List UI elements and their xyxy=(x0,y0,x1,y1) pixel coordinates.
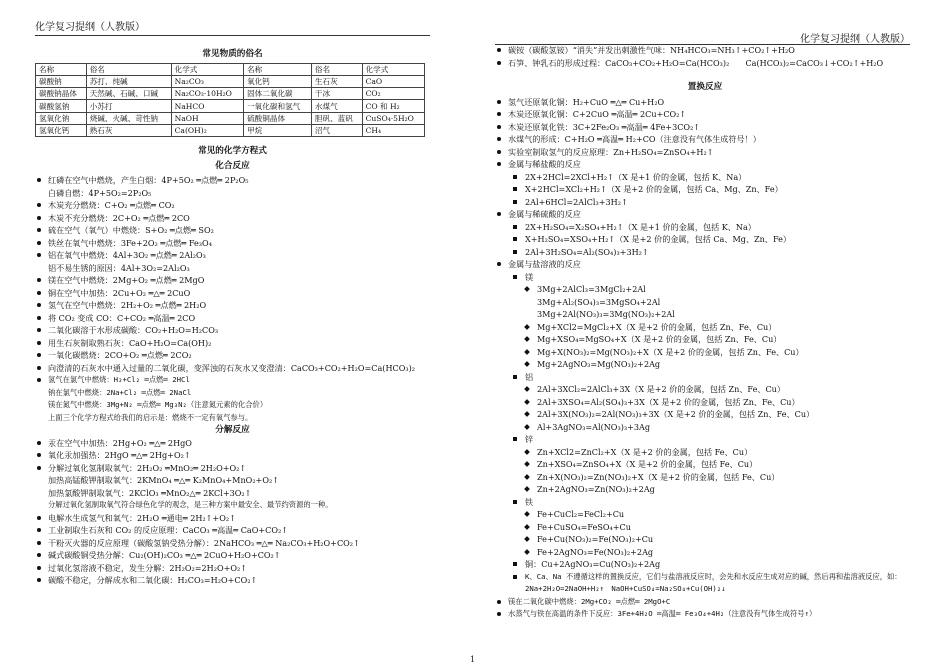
equation-line: Zn+XSO₄=ZnSO₄+X（X 是+2 价的金属，包括 Fe、Cu） xyxy=(495,458,915,471)
right-top-list xyxy=(495,44,915,69)
equation-line: 2Al+3X(NO₃)₂=2Al(NO₃)₃+3X（X 是+2 价的金属，包括 Zn、Fe、Cu） xyxy=(495,408,915,421)
equation-line: 将 CO₂ 变成 CO：C+CO₂ ═高温═ 2CO xyxy=(35,312,430,325)
equation-line: 木炭还原氧化铜：C+2CuO ═高温═ 2Cu+CO₂↑ xyxy=(495,108,915,121)
equation-line: 铜在空气中加热：2Cu+O₂ ═△═ 2CuO xyxy=(35,287,430,300)
combination-list xyxy=(35,174,430,424)
equation-line: 铜：Cu+2AgNO₃=Cu(NO₃)₂+2Ag xyxy=(495,558,915,571)
equation-line: Fe+CuCl₂=FeCl₂+Cu xyxy=(495,508,915,521)
equation-line: 铝 xyxy=(495,371,915,384)
table-cell: 胆矾、蓝矾 xyxy=(311,112,362,124)
equation-line: 3Mg+2AlCl₃=3MgCl₂+2Al xyxy=(495,283,915,296)
equation-line: 铝不易生锈的原因：4Al+3O₂=2Al₂O₃ xyxy=(48,262,190,273)
equation-line: 氢气在氯气中燃烧：H₂+Cl₂ ═点燃═ 2HCl xyxy=(35,374,430,387)
equation-line: 用生石灰制取熟石灰：CaO+H₂O=Ca(OH)₂ xyxy=(35,337,430,350)
equation-line: 硫在空气（氧气）中燃烧：S+O₂ ═点燃═ SO₂ xyxy=(35,224,430,237)
table-cell: 氧化钙 xyxy=(244,75,312,87)
table-cell: 俗名 xyxy=(86,63,171,75)
equation-line: 电解水生成氢气和氧气：2H₂O ═通电═ 2H₂↑+O₂↑ xyxy=(35,512,430,525)
table-cell: 固体二氧化碳 xyxy=(244,88,312,100)
table-cell: 碳酸钠 xyxy=(36,75,87,87)
equation-line: 水蒸气与铁在高温的条件下反应：3Fe+4H₂O ═高温═ Fe₃O₄+4H₂（注意没有气体生成符号↑） xyxy=(495,608,915,621)
equation-line: 镁在氮气中燃烧：3Mg+N₂ ═点燃═ Mg₃N₂（注意氮元素的化合价） xyxy=(48,400,268,410)
equation-line: 实验室制取氢气的反应原理：Zn+H₂SO₄=ZnSO₄+H₂↑ xyxy=(495,146,915,159)
table-cell: 生石灰 xyxy=(311,75,362,87)
table-cell: Na₂CO₃·10H₂O xyxy=(171,88,243,100)
equation-line: Mg+2AgNO₃=Mg(NO₃)₂+2Ag xyxy=(495,358,915,371)
equation-line: X+H₂SO₄=XSO₄+H₂↑（X 是+2 价的金属，包括 Ca、Mg、Zn、Fe） xyxy=(495,233,915,246)
table-cell: 氢氧化钙 xyxy=(36,124,87,136)
equation-line: Mg+X(NO₃)₂=Mg(NO₃)₂+X（X 是+2 价的金属，包括 Zn、Fe、Cu） xyxy=(495,346,915,359)
equation-line: 金属与盐溶液的反应 xyxy=(495,258,915,271)
page-number: 1 xyxy=(470,655,476,664)
equation-line: K、Ca、Na 不遵循这样的置换反应，它们与盐溶液反应时，会先和水反应生成对应的碱，然后再和盐溶液反应，如： xyxy=(495,571,915,584)
equation-line: Al+3AgNO₃=Al(NO₃)₃+3Ag xyxy=(495,421,915,434)
table-cell: 名称 xyxy=(36,63,87,75)
equation-line: 氧化汞加强热：2HgO ═△═ 2Hg+O₂↑ xyxy=(35,449,430,462)
equation-line: Zn+2AgNO₃=Zn(NO₃)₂+2Ag xyxy=(495,483,915,496)
equation-line: 碳酸不稳定，分解成水和二氧化碳：H₂CO₃=H₂O+CO₂↑ xyxy=(35,574,430,587)
table-cell: 天然碱、石碱、口碱 xyxy=(86,88,171,100)
equation-line: 分解过氧化氢制取氧气：2H₂O₂ ═MnO₂═ 2H₂O+O₂↑ xyxy=(35,462,430,475)
equation-line: 2Al+3XSO₄=Al₂(SO₄)₃+3X（X 是+2 价的金属，包括 Zn、Fe、Cu） xyxy=(495,396,915,409)
table-cell: 俗名 xyxy=(311,63,362,75)
equation-line: 金属与稀硫酸的反应 xyxy=(495,208,915,221)
table-cell: 碳酸氢钠 xyxy=(36,100,87,112)
equation-line: 锌 xyxy=(495,433,915,446)
header-left: 化学复习提纲（人教版） xyxy=(35,22,145,33)
table-cell: CO 和 H₂ xyxy=(362,100,424,112)
equation-line: Fe+CuSO₄=FeSO₄+Cu xyxy=(495,521,915,534)
equation-line: 氢气在空气中燃烧：2H₂+O₂ ═点燃═ 2H₂O xyxy=(35,299,430,312)
table-cell: 化学式 xyxy=(362,63,424,75)
equation-line: 木炭充分燃烧：C+O₂ ═点燃═ CO₂ xyxy=(35,199,430,212)
table-cell: 氢氧化钠 xyxy=(36,112,87,124)
equation-line: 钠在氯气中燃烧：2Na+Cl₂ ═点燃═ 2NaCl xyxy=(48,387,192,397)
table-cell: Ca(OH)₂ xyxy=(171,124,243,136)
table-row xyxy=(36,75,425,87)
right-column xyxy=(495,44,915,621)
equation-line: 一氧化碳燃烧：2CO+O₂ ═点燃═ 2CO₂ xyxy=(35,349,430,362)
header-right: 化学复习提纲（人教版） xyxy=(800,34,910,45)
table-row xyxy=(36,88,425,100)
equation-line: Mg+XSO₄=MgSO₄+X（X 是+2 价的金属，包括 Zn、Fe、Cu） xyxy=(495,333,915,346)
table-cell: NaHCO xyxy=(171,100,243,112)
equation-line: 铁 xyxy=(495,496,915,509)
equation-line: 2Al+3H₂SO₄=Al₂(SO₄)₃+3H₂↑ xyxy=(495,246,915,259)
table-cell: 小苏打 xyxy=(86,100,171,112)
header-rule-left xyxy=(35,35,430,36)
equation-line: Mg+XCl2=MgCl₂+X（X 是+2 价的金属，包括 Zn、Fe、Cu） xyxy=(495,321,915,334)
equation-line: 碱式碳酸铜受热分解：Cu₂(OH)₂CO₃ ═△═ 2CuO+H₂O+CO₂↑ xyxy=(35,549,430,562)
equation-line: 碳铵（碳酸氢铵）“消失”并发出刺激性气味：NH₄HCO₃=NH₃↑+CO₂↑+H₂O xyxy=(495,44,915,57)
table-cell: 一氧化碳和氢气 xyxy=(244,100,312,112)
equation-line: 镁 xyxy=(495,271,915,284)
equation-line: X+2HCl=XCl₂+H₂↑（X 是+2 价的金属，包括 Ca、Mg、Zn、Fe） xyxy=(495,183,915,196)
equations-title: 常见的化学方程式 xyxy=(198,146,267,157)
equation-line: 木炭还原氧化铁：3C+2Fe₂O₃ ═高温═ 4Fe+3CO₂↑ xyxy=(495,121,915,134)
equation-line: 木炭不充分燃烧：2C+O₂ ═点燃═ 2CO xyxy=(35,212,430,225)
equation-line: Fe+2AgNO₃=Fe(NO₃)₂+2Ag xyxy=(495,546,915,559)
equation-line: 过氧化氢溶液不稳定，发生分解：2H₂O₂=2H₂O+O₂↑ xyxy=(35,562,430,575)
equation-line: 3Mg+2Al(NO₃)₃=3Mg(NO₃)₂+2Al xyxy=(537,309,675,319)
equation-line: 水煤气的形成：C+H₂O ═高温═ H₂+CO（注意没有气体生成符号！） xyxy=(495,133,915,146)
equation-line: 2X+2HCl=2XCl+H₂↑（X 是+1 价的金属，包括 K、Na） xyxy=(495,171,915,184)
equation-line: 2Al+3XCl₂=2AlCl₃+3X（X 是+2 价的金属，包括 Zn、Fe、Cu） xyxy=(495,383,915,396)
table-cell: 沼气 xyxy=(311,124,362,136)
equation-line: Zn+XCl2=ZnCl₂+X（X 是+2 价的金属，包括 Fe、Cu） xyxy=(495,446,915,459)
equation-line: 红磷在空气中燃烧，产生白烟：4P+5O₂ ═点燃═ 2P₂O₅ xyxy=(35,174,430,187)
table-row xyxy=(36,100,425,112)
equation-line: 2Al+6HCl=2AlCl₃+3H₂↑ xyxy=(495,196,915,209)
equation-line: 铝在氧气中燃烧：4Al+3O₂ ═点燃═ 2Al₂O₃ xyxy=(35,249,430,262)
combination-title: 化合反应 xyxy=(215,160,250,171)
table-title: 常见物质的俗名 xyxy=(202,49,263,59)
equation-line: 上面三个化学方程式给我们的启示是：燃烧不一定有氧气参与。 xyxy=(48,412,253,422)
table-cell: 甲烷 xyxy=(244,124,312,136)
equation-line: 分解过氧化氢制取氧气符合绿色化学的观念，是三种方案中最安全、最节约资源的一种。 xyxy=(48,500,333,510)
replacement-title: 置换反应 xyxy=(687,82,723,92)
equation-line: 加热高锰酸钾制取氧气：2KMnO₄ ═△═ K₂MnO₄+MnO₂+O₂↑ xyxy=(48,475,280,486)
table-cell: 苏打、纯碱 xyxy=(86,75,171,87)
common-names-table xyxy=(35,63,425,138)
equation-line: 向澄清的石灰水中通入过量的二氧化碳，变浑浊的石灰水又变澄清：CaCO₃+CO₂+H₂O=Ca(HCO₃)₂ xyxy=(35,362,430,375)
equation-line: 镁在二氧化碳中燃烧：2Mg+CO₂ ═点燃═ 2MgO+C xyxy=(495,596,915,609)
table-cell: 水煤气 xyxy=(311,100,362,112)
table-row xyxy=(36,63,425,75)
table-cell: NaOH xyxy=(171,112,243,124)
table-cell: 烧碱、火碱、苛性钠 xyxy=(86,112,171,124)
table-cell: Na₂CO₃ xyxy=(171,75,243,87)
equation-line: 白磷自燃：4P+5O₂=2P₂O₅ xyxy=(48,187,152,198)
equation-line: 石笋、钟乳石的形成过程：CaCO₃+CO₂+H₂O=Ca(HCO₃)₂ Ca(HCO₃)₂=CaCO₃↓+CO₂↑+H₂O xyxy=(495,57,915,70)
table-cell: 硫酸铜晶体 xyxy=(244,112,312,124)
equation-line: Zn+X(NO₃)₂=Zn(NO₃)₂+X（X 是+2 价的金属，包括 Fe、Cu） xyxy=(495,471,915,484)
equation-line: 金属与稀盐酸的反应 xyxy=(495,158,915,171)
equation-line: 二氧化碳溶于水形成碳酸：CO₂+H₂O=H₂CO₃ xyxy=(35,324,430,337)
table-cell: 熟石灰 xyxy=(86,124,171,136)
table-cell: CuSO₄·5H₂O xyxy=(362,112,424,124)
equation-line: 铁丝在氧气中燃烧：3Fe+2O₂ ═点燃═ Fe₃O₄ xyxy=(35,237,430,250)
table-cell: CaO xyxy=(362,75,424,87)
equation-line: 2Na+2H₂O=2NaOH+H₂↑ NaOH+CuSO₄=Na₂SO₄+Cu(OH)₂↓ xyxy=(525,584,726,593)
table-cell: 干冰 xyxy=(311,88,362,100)
equation-line: 汞在空气中加热：2Hg+O₂ ═△═ 2HgO xyxy=(35,437,430,450)
equation-line: 干粉灭火器的反应原理（碳酸氢钠受热分解）：2NaHCO₃ ═△═ Na₂CO₃+H₂O+CO₂↑ xyxy=(35,537,430,550)
left-column xyxy=(35,44,430,587)
table-cell: 化学式 xyxy=(171,63,243,75)
table-cell: 名称 xyxy=(244,63,312,75)
table-row xyxy=(36,112,425,124)
decomposition-list xyxy=(35,437,430,587)
decomposition-title: 分解反应 xyxy=(215,425,250,436)
table-cell: CH₄ xyxy=(362,124,424,136)
equation-line: Fe+Cu(NO₃)₂=Fe(NO₃)₂+Cu xyxy=(495,533,915,546)
equation-line: 镁在空气中燃烧：2Mg+O₂ ═点燃═ 2MgO xyxy=(35,274,430,287)
equation-line: 3Mg+Al₂(SO₄)₃=3MgSO₄+2Al xyxy=(537,296,661,307)
equation-line: 工业制取生石灰和 CO₂ 的反应原理：CaCO₃ ═高温═ CaO+CO₂↑ xyxy=(35,524,430,537)
equation-line: 氢气还原氧化铜：H₂+CuO ═△═ Cu+H₂O xyxy=(495,96,915,109)
table-cell: 碳酸钠晶体 xyxy=(36,88,87,100)
equation-line: 加热氯酸钾制取氧气：2KClO₃ ═MnO₂△═ 2KCl+3O₂↑ xyxy=(48,487,252,498)
table-row xyxy=(36,124,425,136)
replacement-list xyxy=(495,96,915,621)
equation-line: 2X+H₂SO₄=X₂SO₄+H₂↑（X 是+1 价的金属，包括 K、Na） xyxy=(495,221,915,234)
table-cell: CO₂ xyxy=(362,88,424,100)
